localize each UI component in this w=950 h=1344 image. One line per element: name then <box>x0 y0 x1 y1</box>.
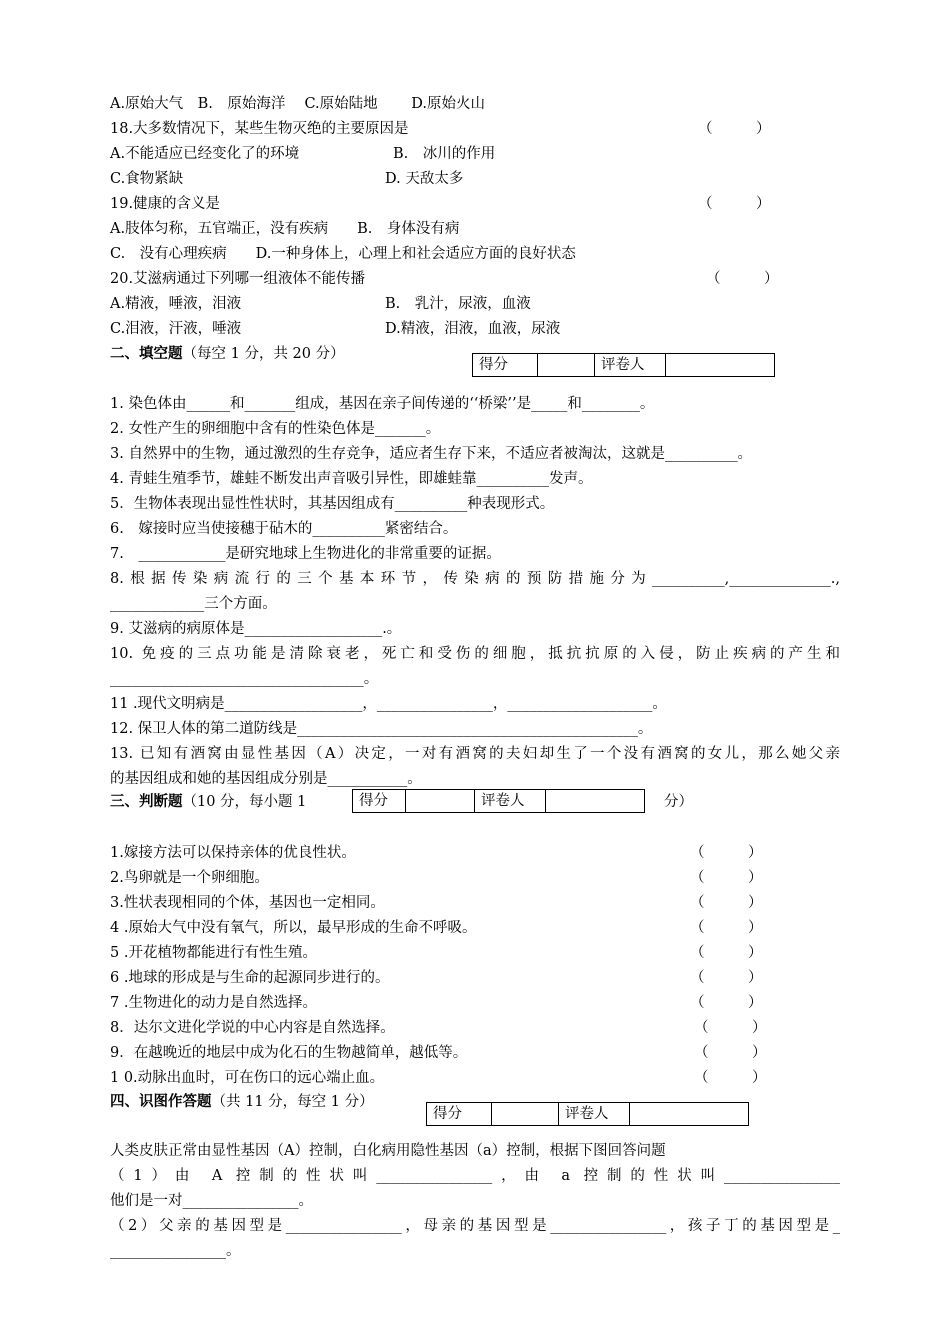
judgment-item: 2.鸟卵就是一个卵细胞。 <box>110 870 269 886</box>
q19-options-cd: C. 没有心理疾病 D.一种身体上，心理上和社会适应方面的良好状态 <box>110 246 576 262</box>
fill-q7: 7. ____________是研究地球上生物进化的非常重要的证据。 <box>110 546 501 562</box>
judgment-item: 1.嫁接方法可以保持亲体的优良性状。 <box>110 845 356 861</box>
fill-q6: 6. 嫁接时应当使接穗于砧木的__________紧密结合。 <box>110 521 458 537</box>
picture-q2-line2: ________________。 <box>110 1243 241 1259</box>
judgment-answer-blank: （ ） <box>690 920 763 936</box>
q20-answer-blank: （ ） <box>706 271 779 287</box>
judgment-answer-blank: （ ） <box>694 1070 767 1086</box>
section-4-note: （共 11 分，每空 1 分） <box>211 1094 374 1110</box>
judgment-item: 9．在越晚近的地层中成为化石的生物越简单，越低等。 <box>110 1045 468 1061</box>
q18-option-c: C.食物紧缺 <box>110 171 184 187</box>
fill-q3: 3. 自然界中的生物，通过激烈的生存竞争，适应者生存下来，不适应者被淘汰，这就是__________。 <box>110 446 752 462</box>
score-field[interactable] <box>492 1103 559 1126</box>
section-2-heading <box>110 344 345 364</box>
score-field[interactable] <box>406 790 475 813</box>
fill-q9: 9. 艾滋病的病原体是___________________.。 <box>110 621 402 637</box>
judgment-answer-blank: （ ） <box>690 870 763 886</box>
picture-q1-line2: 他们是一对________________。 <box>110 1193 313 1209</box>
q18-answer-blank: （ ） <box>698 121 771 137</box>
section-4-title: 四、识图作答题 <box>110 1094 212 1110</box>
section-3-note: （10 分，每小题 1 <box>182 794 307 810</box>
judgment-item: 3.性状表现相同的个体，基因也一定相同。 <box>110 895 385 911</box>
q20-option-c: C.泪液，汗液，唾液 <box>110 321 242 337</box>
judgment-answer-blank: （ ） <box>690 845 763 861</box>
grader-field[interactable] <box>630 1103 749 1126</box>
q20-stem: 20.艾滋病通过下列哪一组液体不能传播 <box>110 271 366 287</box>
grader-label: 评卷人 <box>559 1103 630 1126</box>
q18-option-d: D. 天敌太多 <box>385 171 464 187</box>
section-3-title: 三、判断题 <box>110 794 183 810</box>
judgment-item: 7 .生物进化的动力是自然选择。 <box>110 995 317 1011</box>
section-2-note: （每空 1 分，共 20 分） <box>182 346 345 362</box>
q18-stem: 18.大多数情况下，某些生物灭绝的主要原因是 <box>110 121 409 137</box>
judgment-item: 1 0.动脉出血时，可在伤口的远心端止血。 <box>110 1070 385 1086</box>
q17-options: A.原始大气 B. 原始海洋 C.原始陆地 D.原始火山 <box>110 96 485 112</box>
section-4-score-box <box>426 1102 749 1126</box>
fill-q8-line2: _____________三个方面。 <box>110 596 277 612</box>
fill-q10-line1: 10. 免疫的三点功能是清除衰老，死亡和受伤的细胞，抵抗抗原的入侵，防止疾病的产生和 <box>110 646 840 662</box>
fill-q10-line2: ___________________________________。 <box>110 671 379 687</box>
judgment-answer-blank: （ ） <box>694 1020 767 1036</box>
grader-label: 评卷人 <box>475 790 546 813</box>
fill-q1: 1. 染色体由______和_______组成，基因在亲子间传递的‘‘桥梁’’是_____和________。 <box>110 396 655 412</box>
q19-stem: 19.健康的含义是 <box>110 196 221 212</box>
judgment-item: 4 .原始大气中没有氧气，所以，最早形成的生命不呼吸。 <box>110 920 477 936</box>
judgment-answer-blank: （ ） <box>690 995 763 1011</box>
score-label: 得分 <box>353 790 406 813</box>
judgment-answer-blank: （ ） <box>694 1045 767 1061</box>
fill-q12: 12. 保卫人体的第二道防线是_______________________________________________。 <box>110 721 653 737</box>
judgment-answer-blank: （ ） <box>690 945 763 961</box>
fill-q13-line2: 的基因组成和她的基因组成分别是___________。 <box>110 771 422 787</box>
fill-q11: 11 .现代文明病是___________________，________________，____________________。 <box>110 696 667 712</box>
grader-field[interactable] <box>546 790 645 813</box>
section-3-score-box <box>352 789 645 813</box>
score-label: 得分 <box>427 1103 492 1126</box>
grader-field[interactable] <box>666 354 775 377</box>
q18-option-a: A.不能适应已经变化了的环境 <box>110 146 300 162</box>
picture-q2-line1: （2）父亲的基因型是________________，母亲的基因型是________________，孩子丁的基因型是_ <box>110 1218 840 1234</box>
section-2-title: 二、填空题 <box>110 346 183 362</box>
fill-q13-line1: 13. 已知有酒窝由显性基因（A）决定，一对有酒窝的夫妇却生了一个没有酒窝的女儿，那么她父亲 <box>110 746 840 762</box>
section-3-heading <box>110 792 306 812</box>
judgment-answer-blank: （ ） <box>690 895 763 911</box>
section-4-heading <box>110 1092 374 1112</box>
q19-answer-blank: （ ） <box>698 196 771 212</box>
picture-q1-line1: （1）由 A 控制的性状叫________________，由 a 控制的性状叫________________ <box>110 1168 840 1184</box>
fill-q4: 4. 青蛙生殖季节，雄蛙不断发出声音吸引异性，即雄蛙靠__________发声。 <box>110 471 593 487</box>
judgment-item: 8．达尔文进化学说的中心内容是自然选择。 <box>110 1020 395 1036</box>
picture-question-intro: 人类皮肤正常由显性基因（A）控制，白化病用隐性基因（a）控制，根据下图回答问题 <box>110 1143 666 1159</box>
q20-option-d: D.精液，泪液，血液，尿液 <box>385 321 561 337</box>
score-label: 得分 <box>473 354 538 377</box>
fill-q8-line1: 8.根据传染病流行的三个基本环节，传染病的预防措施分为__________,______________., <box>110 571 840 587</box>
score-field[interactable] <box>538 354 595 377</box>
grader-label: 评卷人 <box>595 354 666 377</box>
judgment-answer-blank: （ ） <box>690 970 763 986</box>
q19-options-ab: A.肢体匀称，五官端正，没有疾病 B. 身体没有病 <box>110 221 460 237</box>
section-3-note-tail: 分） <box>664 794 693 810</box>
judgment-item: 5 .开花植物都能进行有性生殖。 <box>110 945 317 961</box>
q18-option-b: B. 冰川的作用 <box>393 146 496 162</box>
section-2-score-box <box>472 353 775 377</box>
q20-option-b: B. 乳汁，尿液，血液 <box>385 296 531 312</box>
fill-q2: 2. 女性产生的卵细胞中含有的性染色体是_______。 <box>110 421 441 437</box>
fill-q5: 5．生物体表现出显性性状时，其基因组成有__________种表现形式。 <box>110 496 555 512</box>
judgment-item: 6 .地球的形成是与生命的起源同步进行的。 <box>110 970 390 986</box>
q20-option-a: A.精液，唾液，泪液 <box>110 296 242 312</box>
